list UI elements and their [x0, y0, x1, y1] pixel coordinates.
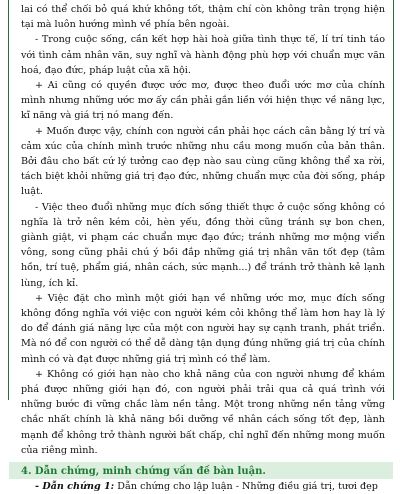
section-heading: 4. Dẫn chứng, minh chứng vấn đề bàn luận.: [9, 462, 393, 479]
paragraph-4: + Muốn được vậy, chính con người cần phải học cách cân bằng lý trí và cảm xúc của chính mình trước những nhu cầu mong muốn của bản thân. Bởi đâu cho bất cứ lý tưởng cao đẹp nào sau cùng cũng không thể xa rời, tách biệt khỏi những giá trị đạo đức, những chuẩn mực của đời sống, pháp luật.: [21, 125, 385, 198]
paragraph-2: - Trong cuộc sống, cần kết hợp hài hoà giữa tình thực tế, lí trí tinh táo với tình cảm nhân văn, suy nghĩ và hành động phù hợp với chuẩn mực văn hoá, đạo đức, pháp luật của xã hội.: [21, 34, 385, 76]
paragraph-7: + Không có giới hạn nào cho khả năng của con người nhưng để khám phá được những giới hạn đó, con người phải trải qua cả quá trình với những bước đi vững chắc làm nền tảng. Một trong những nền tảng vững chắc nhất chính là khả năng bồi dưỡng về nhân cách sống tốt đẹp, lành mạnh để không trở thành người bất chấp, chỉ nghĩ đến những mong muốn của riêng mình.: [21, 368, 385, 456]
paragraph-6: + Việc đặt cho mình một giới hạn về những ước mơ, mục đích sống không đồng nghĩa với việc con người kém cỏi không thể làm hơn hay là lý do để đánh giá năng lực của một con người hay sự cạnh tranh, phát triển. Mà nó để con người có thể dễ dàng tận dụng đúng những giá trị của chính mình có và đạt được những giá trị mình có thể làm.: [21, 292, 385, 365]
evidence-line: [21, 479, 385, 494]
paragraph-5: - Việc theo đuổi những mục đích sống thiết thực ở cuộc sống không có nghĩa là trở nên kém cỏi, hèn yếu, đồng thời cũng tránh sự bon chen, giành giật, vi phạm các chuẩn mực đạo đức; tránh những mơ mộng viển vông, song cũng phải chú ý bồi đắp những giá trị nhân văn tốt đẹp (tâm hồn, trí tuệ, phẩm giá, nhân cách, sức mạnh...) để tránh trở thành kẻ lạnh lùng, ích kỉ.: [21, 201, 385, 289]
document-frame: [8, 0, 394, 493]
evidence-text: Dẫn chứng cho lập luận - Những điều giá trị, tươi đẹp: [114, 481, 378, 493]
paragraph-1: lai có thể chối bỏ quá khứ không tốt, thậm chí còn không trân trọng hiện tại mà luôn hướng mình về phía bên ngoài.: [21, 4, 385, 31]
paragraph-3: + Ai cũng có quyền được ước mơ, được theo đuổi ước mơ của chính mình nhưng những ước mơ ấy cần phải gắn liền với hiện thực về năng lực, kĩ năng và giá trị nó mang đến.: [21, 80, 385, 122]
document-body: [9, 0, 393, 494]
evidence-label: - Dẫn chứng 1:: [35, 481, 115, 493]
